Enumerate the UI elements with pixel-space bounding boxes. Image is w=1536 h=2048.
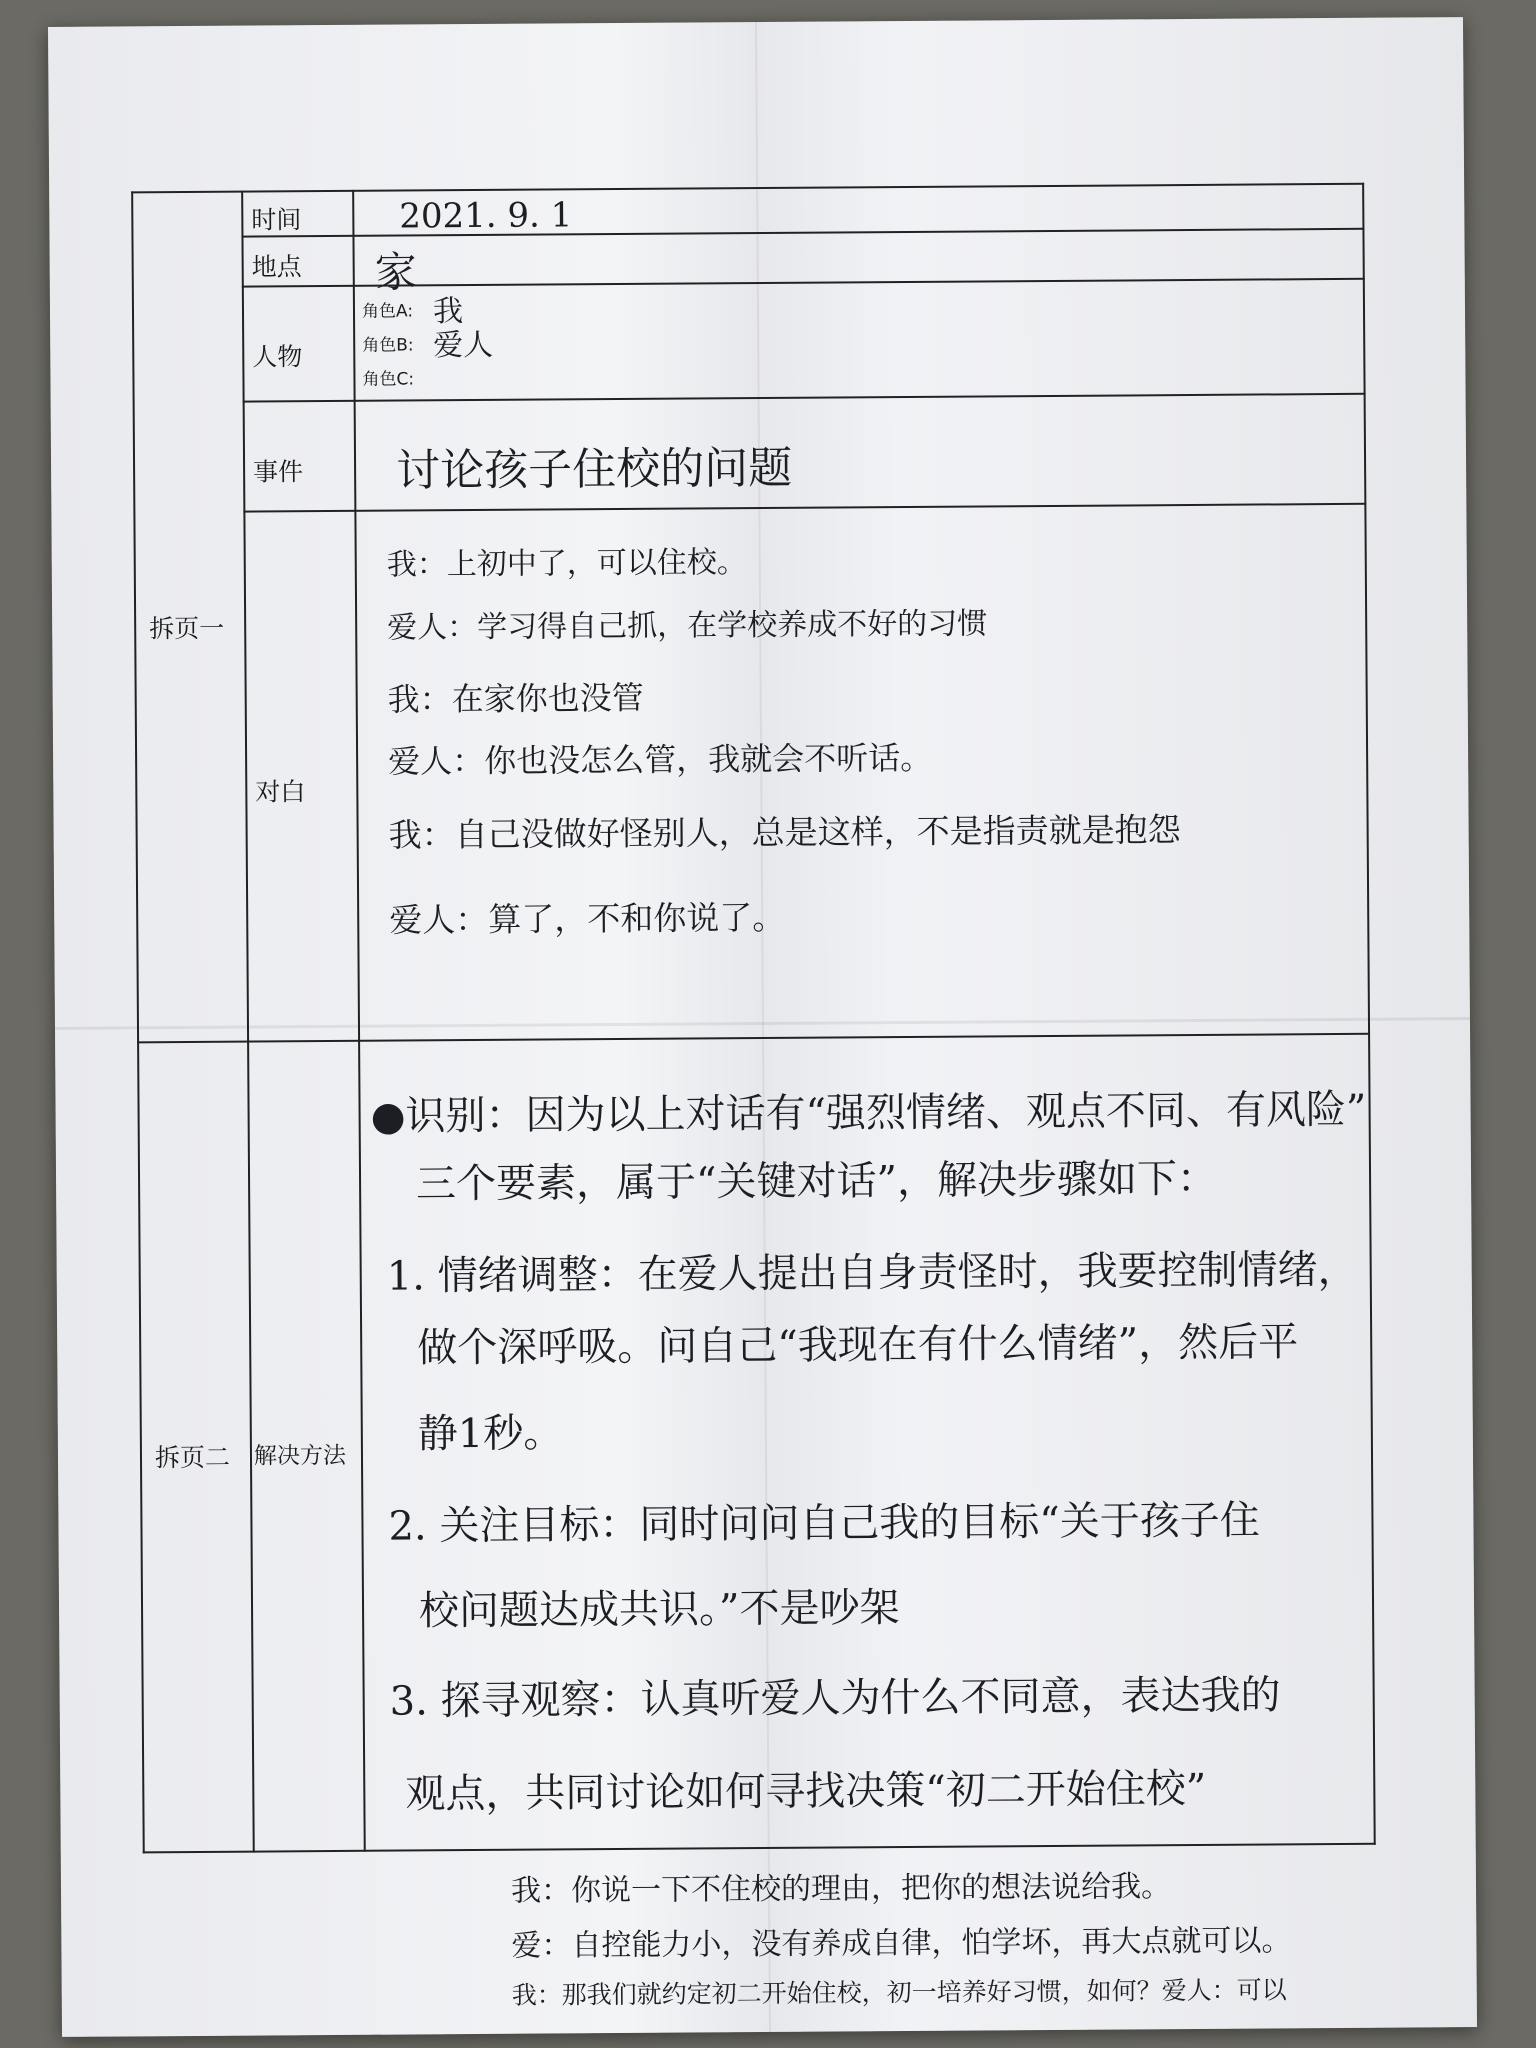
people-label: 人物 [252,342,303,372]
table-border-top [131,183,1364,194]
place-label: 地点 [251,252,302,282]
fold-crease-vertical [755,22,771,2032]
solution-line: 3. 探寻观察：认真听爱人为什么不同意，表达我的 [389,1672,1281,1725]
solution-label: 解决方法 [253,1442,347,1470]
row-divider-people [243,393,1366,403]
section-1-label: 拆页一 [149,613,225,644]
dialogue-line: 爱人：算了，不和你说了。 [389,897,786,940]
table-border-right [1362,183,1376,1845]
event-label: 事件 [253,457,304,487]
dialogue-line: 我：上初中了，可以住校。 [386,545,747,583]
handwritten-place: 家 [374,247,417,297]
row-divider-section [137,1033,1370,1044]
handwritten-role-a: 我 [432,294,464,330]
column-divider-1 [241,191,255,1853]
solution-line: 三个要素，属于“关键对话”，解决步骤如下： [415,1155,1218,1208]
solution-line: ●识别：因为以上对话有“强烈情绪、观点不同、有风险” [370,1086,1367,1140]
role-a-label: 角色A: [361,301,414,322]
column-divider-2 [352,190,366,1852]
handwritten-role-b: 爱人 [433,327,494,364]
time-label: 时间 [251,205,302,235]
solution-line: 做个深呼吸。问自己“我现在有什么情绪”，然后平 [417,1319,1299,1372]
role-c-label: 角色C: [362,369,415,390]
table-border-left [131,191,145,1853]
bottom-line: 爱：自控能力小，没有养成自律，怕学坏，再大点就可以。 [511,1923,1292,1964]
solution-line: 观点，共同讨论如何寻找决策“初二开始住校” [405,1765,1207,1818]
dialogue-line: 我：在家你也没管 [387,678,644,719]
bottom-line: 我：你说一下不住校的理由，把你的想法说给我。 [510,1869,1172,1909]
dialogue-line: 爱人：学习得自己抓，在学校养成不好的习惯 [387,606,988,646]
solution-line: 1. 情绪调整：在爱人提出自身责怪时，我要控制情绪， [386,1246,1358,1300]
table-border-bottom [143,1843,1376,1854]
row-divider-event [243,503,1366,513]
handwritten-event: 讨论孩子住校的问题 [395,442,793,497]
paper-sheet [48,17,1477,2037]
dialogue-line: 爱人：你也没怎么管，我就会不听话。 [388,738,933,781]
handwritten-time: 2021. 9. 1 [399,195,573,237]
solution-line: 静1秒。 [417,1410,564,1458]
role-b-label: 角色B: [362,335,414,356]
section-2-label: 拆页二 [154,1442,231,1473]
dialogue-label: 对白 [255,777,306,807]
bottom-line: 我：那我们就约定初二开始住校，初一培养好习惯，如何？爱人：可以 [511,1975,1287,2010]
solution-line: 校问题达成共识。”不是吵架 [418,1585,900,1635]
dialogue-line: 我：自己没做好怪别人，总是这样，不是指责就是抱怨 [388,810,1181,855]
solution-line: 2. 关注目标：同时问问自己我的目标“关于孩子住 [388,1497,1260,1550]
